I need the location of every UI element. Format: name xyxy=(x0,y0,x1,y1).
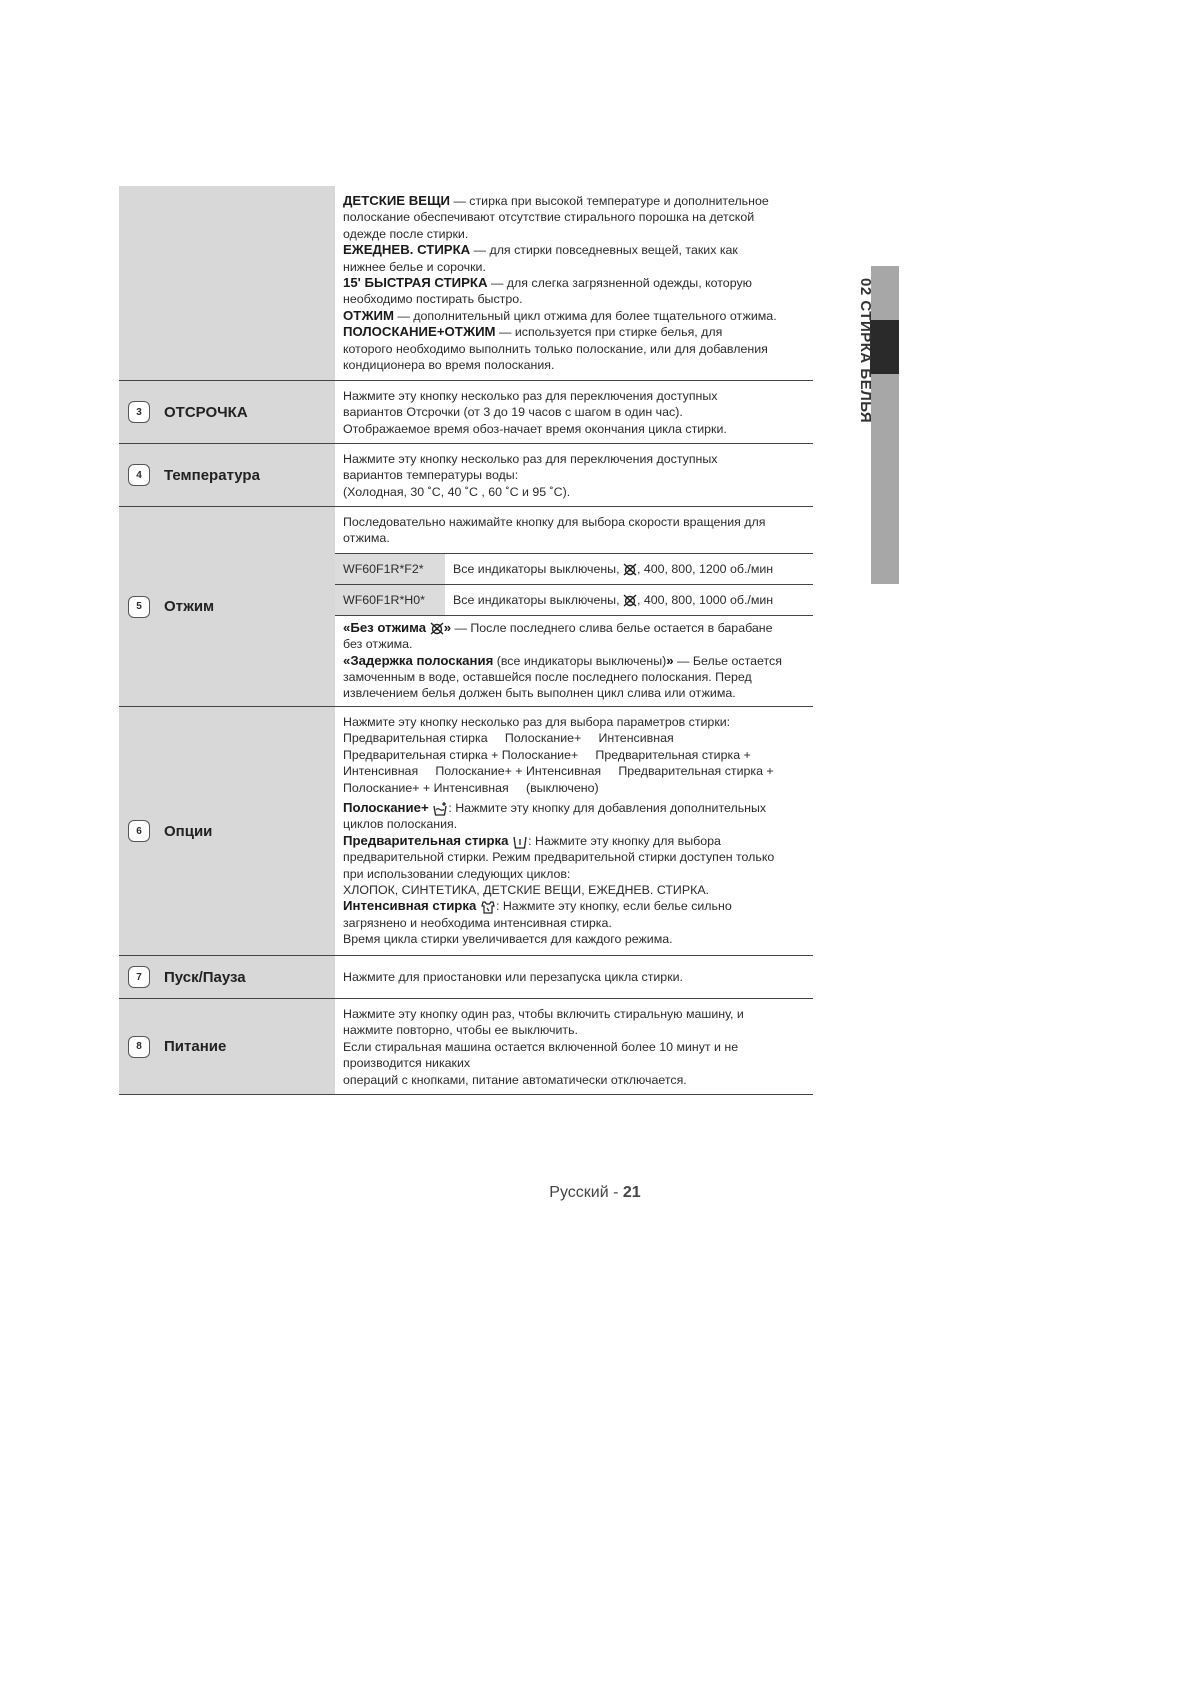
table-row-spin xyxy=(119,507,813,707)
section-tab-marker xyxy=(870,320,899,374)
item-number: 6 xyxy=(128,820,150,842)
table-row-options xyxy=(119,707,813,956)
speed-cell: Все индикаторы выключены, , 400, 800, 1000 об./мин xyxy=(453,592,774,607)
row-description: ДЕТСКИЕ ВЕЩИ — стирка при высокой температуре и дополнительное полоскание обеспечивают отсутствие стирального порошка на детской одежде после стирки. ЕЖЕДНЕВ. СТИРКА — для стирки повседневных вещей, таких как нижнее белье и сорочки. 15' БЫСТРАЯ СТИРКА — для слегка загрязненной одежды, которую необходимо постирать быстро. ОТЖИМ — дополнительный цикл отжима для более тщательного отжима. ПОЛОСКАНИЕ+ОТЖИМ — используется при стирке белья, для которого необходимо выполнить только полоскание, или для добавления кондиционера во время полоскания. xyxy=(343,193,777,373)
row-description: Последовательно нажимайте кнопку для выбора скорости вращения для отжима. WF60F1R*F2* Все индикаторы выключены, , 400, 800, 1200 об./мин WF60F1R*H0* Все индикаторы выключены, , 400, 800, 1000 об./мин «Без отжима » — После последнего слива белье остается в барабане без отжима. «Задержка полоскания (все индикаторы выключены)» — Белье остается замоченным в воде, оставшейся после последнего полоскания. Перед извлечением белья должен быть выполнен цикл слива или отжима. xyxy=(335,507,813,706)
item-number: 5 xyxy=(128,596,150,618)
model-cell: WF60F1R*F2* xyxy=(335,554,445,584)
spin-speed-table xyxy=(335,553,813,616)
item-label: Питание xyxy=(164,1038,227,1055)
row-label-cell xyxy=(119,507,335,706)
table-row-temperature xyxy=(119,444,813,507)
row-description: Нажмите эту кнопку несколько раз для выбора параметров стирки: Предварительная стирка Полоскание+ Интенсивная Предварительная стирка + Полоскание+ Предварительная стирка + Интенсивная Полоскание+ + Интенсивная Предварительная стирка + Полоскание+ + Интенсивная (выключено) Полоскание+ : Нажмите эту кнопку для добавления дополнительных циклов полоскания. Предварительная стирка : Нажмите эту кнопку для выбора предварительной стирки. Режим предварительной стирки доступен только при использовании следующих циклов: ХЛОПОК, СИНТЕТИКА, ДЕТСКИЕ ВЕЩИ, ЕЖЕДНЕВ. СТИРКА. Интенсивная стирка : Нажмите эту кнопку, если белье сильно загрязнено и необходима интенсивная стирка. Время цикла стирки увеличивается для каждого режима. xyxy=(343,715,775,947)
row-label-cell xyxy=(119,707,335,955)
item-label: Опции xyxy=(164,822,213,840)
page-number: 21 xyxy=(622,1184,641,1201)
table-row-power xyxy=(119,999,813,1095)
footer-language: Русский - xyxy=(549,1184,623,1201)
row-label-cell xyxy=(119,999,335,1094)
table-row-start-pause xyxy=(119,956,813,999)
prewash-icon xyxy=(512,835,528,849)
item-number: 4 xyxy=(128,464,150,486)
item-label: ОТСРОЧКА xyxy=(164,403,248,421)
no-spin-icon xyxy=(623,563,637,576)
item-number: 8 xyxy=(128,1036,150,1058)
item-number: 3 xyxy=(128,401,150,423)
row-description: Нажмите эту кнопку несколько раз для переключения доступных вариантов температуры воды: (Холодная, 30 ˚С, 40 ˚С , 60 ˚С и 95 ˚С). xyxy=(343,452,718,499)
table-row xyxy=(335,585,813,616)
row-label-cell xyxy=(119,186,335,380)
page-footer xyxy=(0,1184,1190,1202)
row-description: Нажмите эту кнопку несколько раз для переключения доступных вариантов Отсрочки (от 3 до 19 часов с шагом в один час). Отображаемое время обоз-начает время окончания цикла стирки. xyxy=(343,389,727,436)
row-description: Нажмите эту кнопку один раз, чтобы включить стиральную машину, и нажмите повторно, чтобы ее выключить. Если стиральная машина остается включенной более 10 минут и не производится никаких операций с кнопками, питание автоматически отключается. xyxy=(343,1007,744,1087)
row-label-cell xyxy=(119,444,335,506)
speed-cell: Все индикаторы выключены, , 400, 800, 1200 об./мин xyxy=(453,561,774,576)
rinse-plus-icon xyxy=(432,802,448,816)
row-description: Нажмите для приостановки или перезапуска цикла стирки. xyxy=(343,969,683,984)
table-row xyxy=(335,554,813,585)
item-label: Температура xyxy=(164,466,260,484)
intensive-wash-icon xyxy=(480,900,496,914)
item-label: Пуск/Пауза xyxy=(164,968,246,986)
item-label: Отжим xyxy=(164,598,215,615)
section-tab-label: 02 СТИРКА БЕЛЬЯ xyxy=(857,278,874,424)
model-cell: WF60F1R*H0* xyxy=(335,585,445,615)
no-spin-icon xyxy=(623,594,637,607)
table-row-delay xyxy=(119,381,813,444)
controls-table xyxy=(119,186,813,1095)
row-label-cell xyxy=(119,956,335,998)
item-number: 7 xyxy=(128,966,150,988)
table-row-programs xyxy=(119,186,813,381)
row-label-cell xyxy=(119,381,335,443)
no-spin-icon xyxy=(430,622,444,635)
